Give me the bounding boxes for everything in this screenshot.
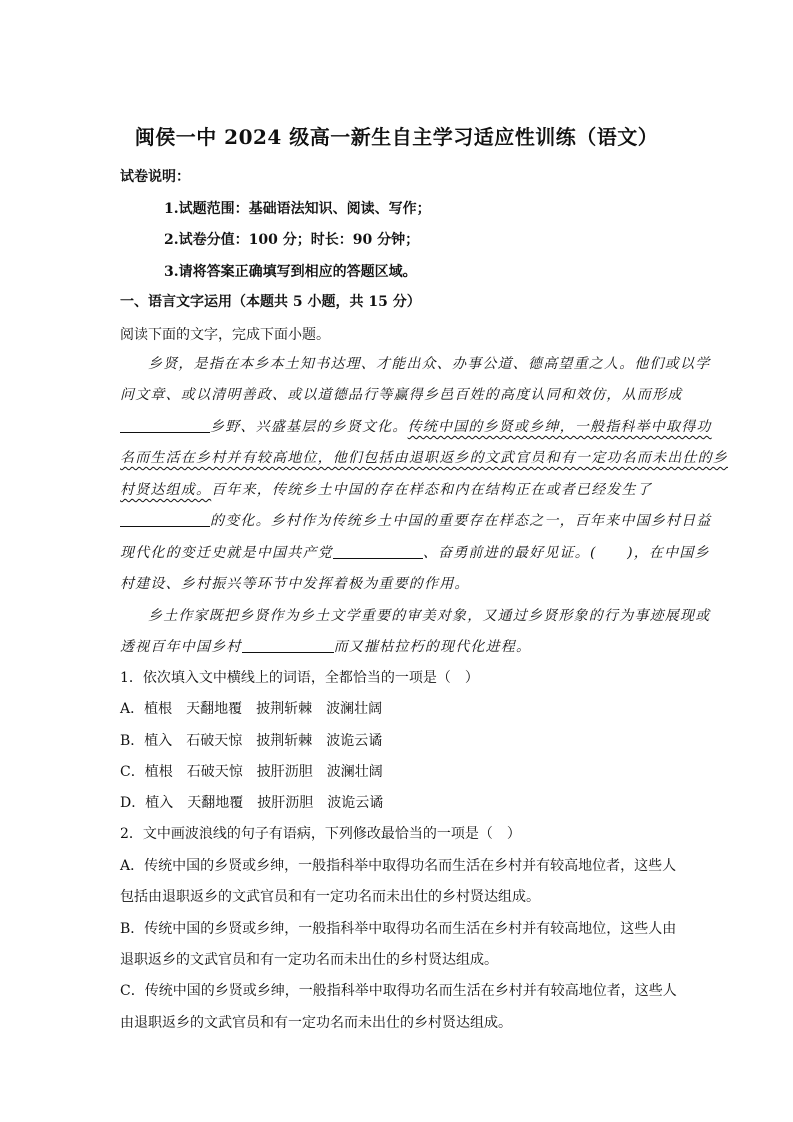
passage-line: 村建设、乡村振兴等环节中发挥着极为重要的作用。 [120,576,470,592]
question-stem: 1．依次填入文中横线上的词语，全都恰当的一项是（ ） [120,670,479,686]
instructions-heading: 试卷说明： [120,169,190,185]
instruction-item: 3.请将答案正确填写到相应的答题区域。 [164,264,417,280]
wavy-underlined-sentence: 名而生活在乡村并有较高地位，他们包括由退职返乡的文武官员和有一定功名而未出仕的乡 [120,450,728,466]
passage-line: 村贤达组成。百年来，传统乡土中国的存在样态和内在结构正在或者已经发生了 [120,482,653,498]
answer-option: C．传统中国的乡贤或乡绅，一般指科举中取得功名而生活在乡村并有较高地位者，这些人 [120,983,677,999]
wavy-underlined-sentence: 村贤达组成。 [120,482,212,498]
instruction-item: 2.试卷分值：100 分；时长：90 分钟； [164,232,420,248]
answer-option: C．植根 石破天惊 披肝沥胆 波澜壮阔 [120,764,383,780]
wavy-underlined-sentence: 传统中国的乡贤或乡绅，一般指科举中取得功 [407,419,712,435]
answer-option: B．传统中国的乡贤或乡绅，一般指科举中取得功名而生活在乡村并有较高地位，这些人由 [120,921,677,937]
instruction-item: 1.试题范围：基础语法知识、阅读、写作； [164,201,431,217]
answer-option-continued: 退职返乡的文武官员和有一定功名而未出仕的乡村贤达组成。 [120,952,498,968]
fill-blank [333,558,423,559]
answer-option: D．植入 天翻地覆 披肝沥胆 波诡云谲 [120,795,384,811]
passage-line: 乡贤，是指在本乡本土知书达理、才能出众、办事公道、德高望重之人。他们或以学 [148,356,711,372]
answer-option-continued: 由退职返乡的文武官员和有一定功名而未出仕的乡村贤达组成。 [120,1015,512,1031]
fill-blank [120,432,210,433]
fill-blank [120,526,210,527]
passage-line: 透视百年中国乡村 而又摧枯拉朽的现代化进程。 [120,639,532,655]
passage-line: 问文章、或以清明善政、或以道德品行等赢得乡邑百姓的高度认同和效仿，从而形成 [120,387,683,403]
answer-option: A．植根 天翻地覆 披荆斩棘 波澜壮阔 [120,701,383,717]
answer-option-continued: 包括由退职返乡的文武官员和有一定功名而未出仕的乡村贤达组成。 [120,889,540,905]
fill-blank [242,652,334,653]
answer-option: A．传统中国的乡贤或乡绅，一般指科举中取得功名而生活在乡村并有较高地位者，这些人 [120,858,677,874]
section-intro: 阅读下面的文字，完成下面小题。 [120,327,330,343]
passage-line: 乡野、兴盛基层的乡贤文化。传统中国的乡贤或乡绅，一般指科举中取得功 [120,416,712,436]
answer-option: B．植入 石破天惊 披荆斩棘 波诡云谲 [120,733,383,749]
passage-line: 的变化。乡村作为传统乡土中国的重要存在样态之一，百年来中国乡村日益 [120,510,712,530]
passage-line: 乡土作家既把乡贤作为乡土文学重要的审美对象，又通过乡贤形象的行为事迹展现或 [148,608,711,624]
question-stem: 2．文中画波浪线的句子有语病，下列修改最恰当的一项是（ ） [120,826,521,842]
passage-line: 现代化的变迁史就是中国共产党 、奋勇前进的最好见证。( )，在中国乡 [120,545,710,561]
section-heading: 一、语言文字运用（本题共 5 小题，共 15 分） [120,294,421,310]
page-title: 闽侯一中 2024 级高一新生自主学习适应性训练（语文） [134,125,659,149]
